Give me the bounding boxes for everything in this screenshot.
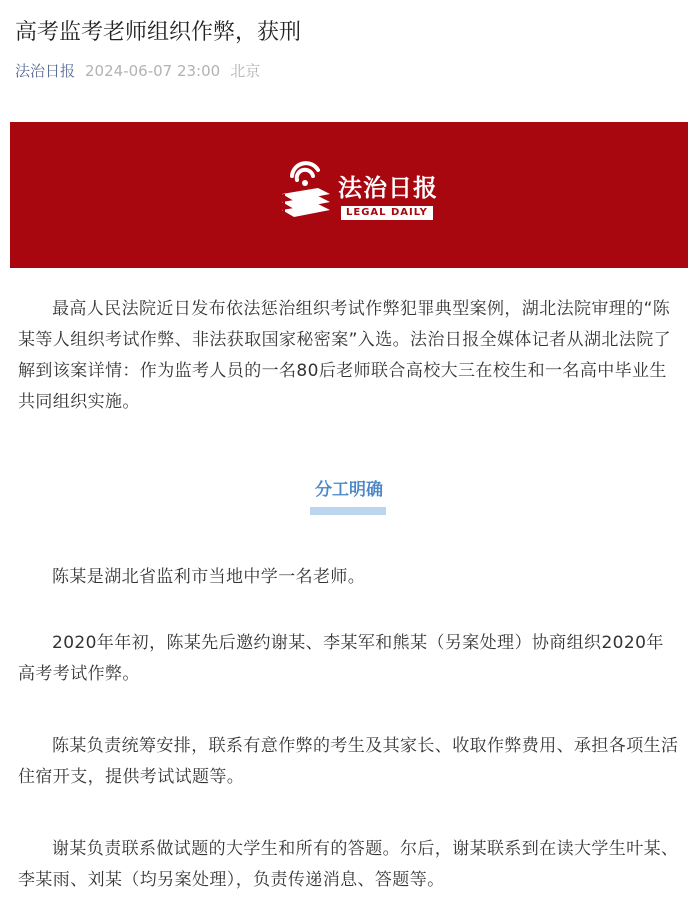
paragraph-1: 陈某是湖北省监利市当地中学一名老师。 bbox=[52, 567, 366, 587]
header-banner-image bbox=[10, 122, 688, 268]
legal-daily-logo bbox=[278, 158, 448, 228]
paragraph-4: 谢某负责联系做试题的大学生和所有的答题。尔后，谢某联系到在读大学生叶某、李某雨、刘某（均另案处理），负责传递消息、答题等。 bbox=[18, 839, 679, 890]
publish-date: 2024-06-07 23:00 bbox=[85, 62, 221, 80]
newspaper-emblem-icon bbox=[278, 158, 336, 228]
account-name-link[interactable]: 法治日报 bbox=[15, 62, 76, 80]
paragraph-3: 陈某负责统筹安排，联系有意作弊的考生及其家长、收取作弊费用、承担各项生活住宿开支，提供考试试题等。 bbox=[18, 736, 679, 787]
paragraph-2: 2020年年初，陈某先后邀约谢某、李某军和熊某（另案处理）协商组织2020年高考考试作弊。 bbox=[18, 633, 664, 684]
logo-english-text: LEGAL DAILY bbox=[341, 206, 433, 220]
publish-location: 北京 bbox=[230, 62, 261, 80]
section-title: 分工明确 bbox=[315, 480, 383, 500]
section-heading bbox=[0, 478, 698, 502]
article-meta bbox=[15, 60, 260, 82]
section-underline bbox=[310, 507, 386, 515]
article-title: 高考监考老师组织作弊，获刑 bbox=[15, 20, 302, 45]
logo-chinese-text: 法治日报 bbox=[338, 174, 438, 202]
intro-paragraph: 最高人民法院近日发布依法惩治组织考试作弊犯罪典型案例，湖北法院审理的“陈某等人组织考试作弊、非法获取国家秘密案”入选。法治日报全媒体记者从湖北法院了解到该案详情：作为监考人员的一名80后老师联合高校大三在校生和一名高中毕业生共同组织实施。 bbox=[18, 299, 672, 412]
